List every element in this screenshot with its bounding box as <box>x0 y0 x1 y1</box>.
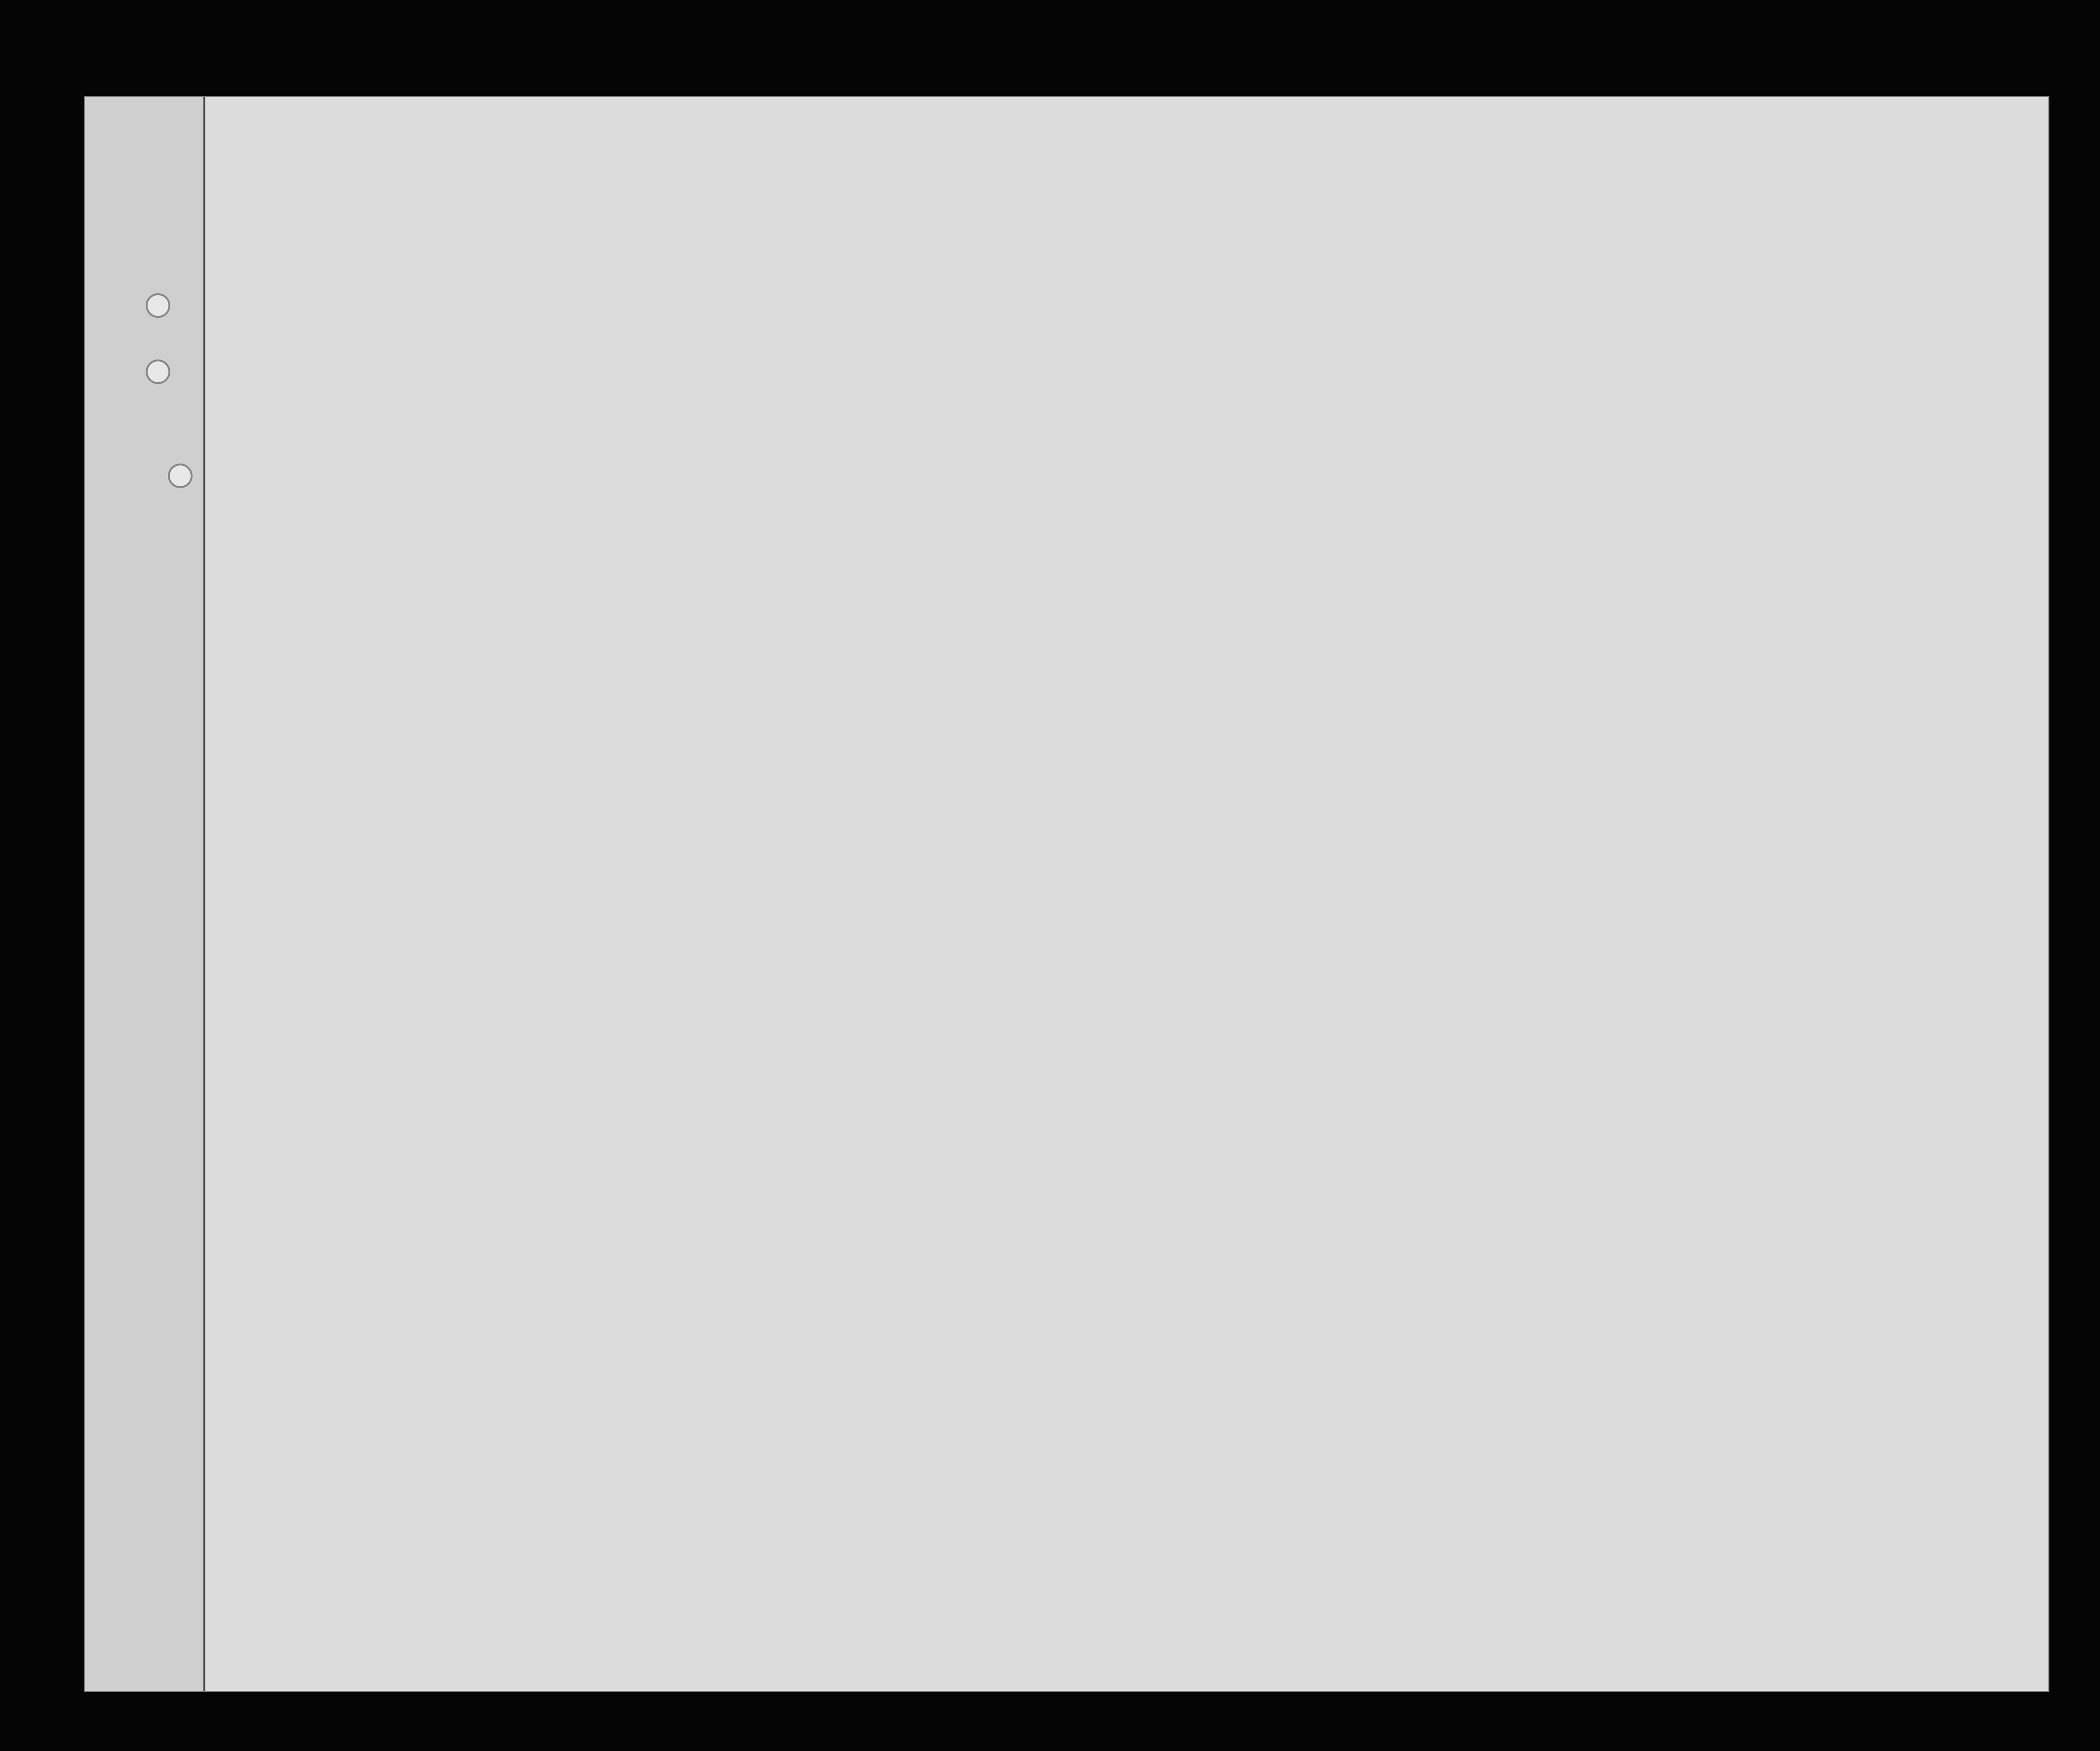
binder-ring <box>146 293 170 318</box>
binder-ring <box>146 359 170 384</box>
previous-page-strip <box>85 97 205 1691</box>
manifest-sheet <box>85 97 2048 1691</box>
binder-ring <box>168 464 193 488</box>
